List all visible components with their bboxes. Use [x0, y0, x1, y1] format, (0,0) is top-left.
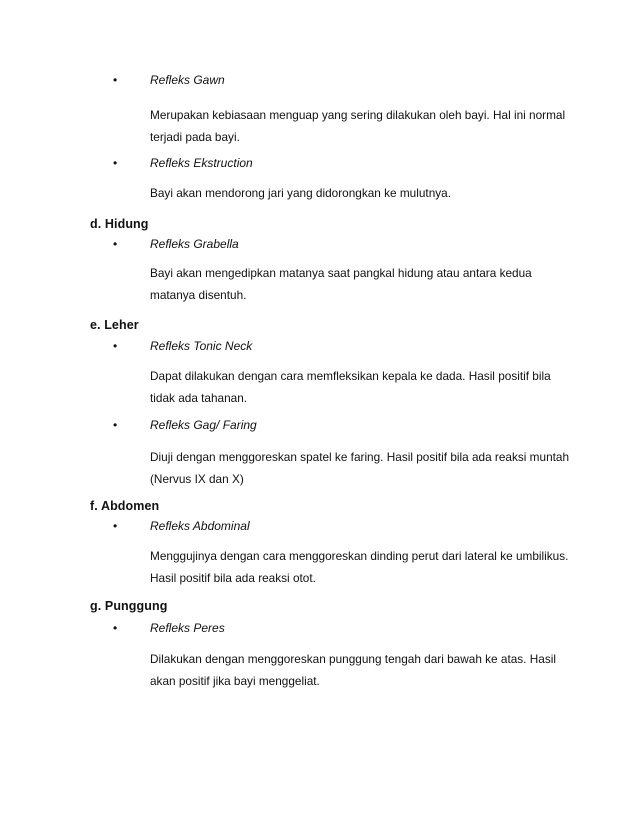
description-line: matanya disentuh.	[150, 288, 247, 302]
description-line: Dilakukan dengan menggoreskan punggung tengah dari bawah ke atas. Hasil	[150, 652, 556, 666]
section-heading-punggung: g. Punggung	[90, 599, 168, 613]
item-title-refleks-gawn: Refleks Gawn	[150, 73, 225, 87]
bullet: •	[113, 621, 118, 635]
bullet: •	[113, 237, 118, 251]
item-description-refleks-grabella	[150, 262, 570, 306]
item-title-refleks-ekstruction: Refleks Ekstruction	[150, 156, 253, 170]
description-line: Menggujinya dengan cara menggoreskan dinding perut dari lateral ke umbilikus.	[150, 549, 569, 563]
item-description-refleks-gawn	[150, 104, 570, 148]
item-description-refleks-gag-faring	[150, 446, 570, 490]
item-description-refleks-tonic-neck	[150, 365, 570, 409]
section-heading-abdomen: f. Abdomen	[90, 499, 160, 513]
bullet: •	[113, 519, 118, 533]
bullet: •	[113, 418, 118, 432]
item-title-refleks-tonic-neck: Refleks Tonic Neck	[150, 339, 253, 353]
section-heading-leher: e. Leher	[90, 318, 139, 332]
bullet: •	[113, 73, 118, 87]
section-heading-hidung: d. Hidung	[90, 217, 149, 231]
item-title-refleks-abdominal: Refleks Abdominal	[150, 519, 250, 533]
description-line: Dapat dilakukan dengan cara memfleksikan kepala ke dada. Hasil positif bila	[150, 369, 551, 383]
item-title-refleks-peres: Refleks Peres	[150, 621, 225, 635]
description-line: Merupakan kebiasaan menguap yang sering dilakukan oleh bayi. Hal ini normal	[150, 108, 566, 122]
item-description-refleks-abdominal	[150, 545, 570, 589]
description-line: Hasil positif bila ada reaksi otot.	[150, 571, 316, 585]
description-line: Bayi akan mengedipkan matanya saat pangkal hidung atau antara kedua	[150, 266, 532, 280]
item-title-refleks-grabella: Refleks Grabella	[150, 237, 239, 251]
description-line: Diuji dengan menggoreskan spatel ke faring. Hasil positif bila ada reaksi muntah	[150, 450, 570, 464]
item-description-refleks-peres	[150, 648, 570, 692]
item-description-refleks-ekstruction	[150, 182, 570, 204]
description-line: akan positif jika bayi menggeliat.	[150, 674, 320, 688]
item-title-refleks-gag-faring: Refleks Gag/ Faring	[150, 418, 257, 432]
bullet: •	[113, 339, 118, 353]
description-line: Bayi akan mendorong jari yang didorongkan ke mulutnya.	[150, 186, 452, 200]
description-line: tidak ada tahanan.	[150, 391, 248, 405]
description-line: terjadi pada bayi.	[150, 130, 240, 144]
description-line: (Nervus IX dan X)	[150, 472, 244, 486]
bullet: •	[113, 156, 118, 170]
